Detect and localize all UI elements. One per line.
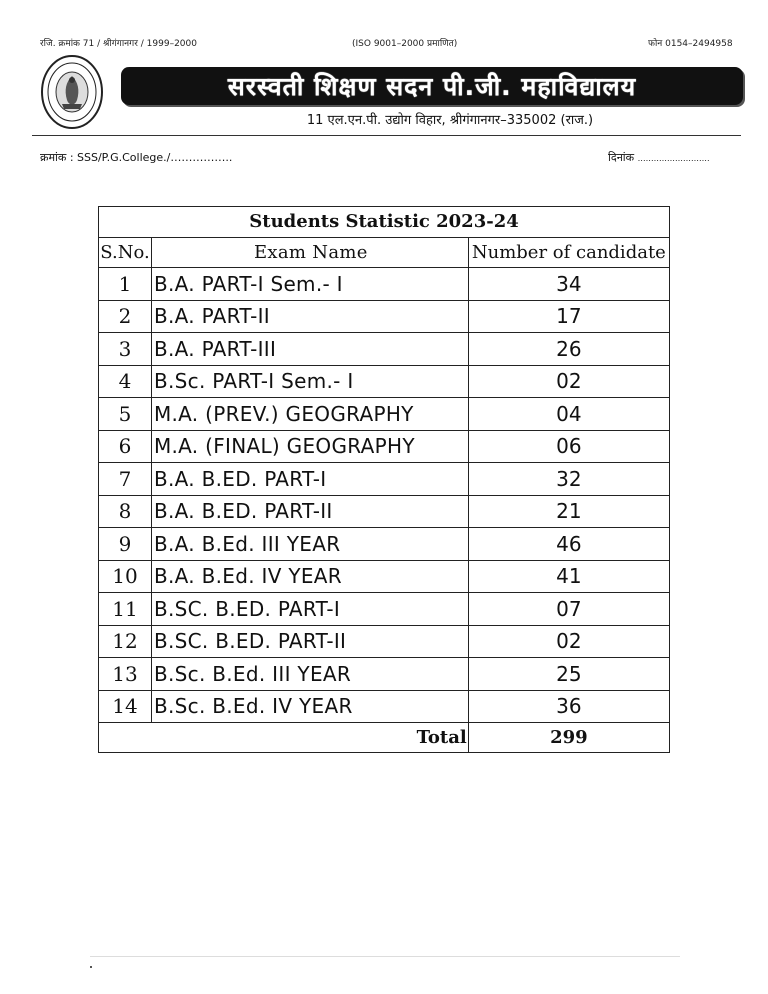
row-candidates: 02 [468, 625, 669, 658]
date-line [608, 150, 710, 165]
row-sno: 8 [99, 495, 152, 528]
row-sno: 5 [99, 398, 152, 431]
row-exam-name: B.SC. B.ED. PART-II [151, 625, 468, 658]
row-exam-name: B.A. PART-II [151, 300, 468, 333]
row-exam-name: B.Sc. PART-I Sem.- I [151, 365, 468, 398]
table-row [99, 690, 670, 723]
registration-number: रजि. क्रमांक 71 / श्रीगंगानगर / 1999–2000 [40, 39, 197, 49]
table-row [99, 658, 670, 691]
row-exam-name: B.A. B.ED. PART-I [151, 463, 468, 496]
table-row [99, 625, 670, 658]
row-sno: 12 [99, 625, 152, 658]
row-exam-name: B.SC. B.ED. PART-I [151, 593, 468, 626]
row-candidates: 46 [468, 528, 669, 561]
college-name-banner [121, 67, 743, 105]
row-sno: 1 [99, 268, 152, 301]
college-address: 11 एल.एन.पी. उद्योग विहार, श्रीगंगानगर–335002 (राज.) [306, 113, 594, 128]
table-row [99, 495, 670, 528]
reference-label: क्रमांक : [40, 151, 74, 164]
row-candidates: 17 [468, 300, 669, 333]
row-sno: 11 [99, 593, 152, 626]
iso-certification: (ISO 9001–2000 प्रमाणित) [352, 39, 458, 49]
row-sno: 13 [99, 658, 152, 691]
total-value: 299 [468, 723, 669, 753]
row-candidates: 32 [468, 463, 669, 496]
row-sno: 2 [99, 300, 152, 333]
row-exam-name: B.A. PART-I Sem.- I [151, 268, 468, 301]
college-name: सरस्वती शिक्षण सदन पी.जी. महाविद्यालय [227, 72, 637, 101]
row-exam-name: B.A. B.Ed. IV YEAR [151, 560, 468, 593]
header-exam-name: Exam Name [151, 238, 468, 268]
row-candidates: 34 [468, 268, 669, 301]
table-row [99, 268, 670, 301]
table-header-row [99, 238, 670, 268]
row-sno: 10 [99, 560, 152, 593]
row-candidates: 07 [468, 593, 669, 626]
header-sno: S.No. [99, 238, 152, 268]
row-sno: 4 [99, 365, 152, 398]
reference-line [40, 150, 232, 165]
table-total-row [99, 723, 670, 753]
header-candidates: Number of candidate [468, 238, 669, 268]
row-candidates: 02 [468, 365, 669, 398]
table-row [99, 430, 670, 463]
row-sno: 7 [99, 463, 152, 496]
row-candidates: 26 [468, 333, 669, 366]
row-candidates: 25 [468, 658, 669, 691]
row-candidates: 21 [468, 495, 669, 528]
row-sno: 6 [99, 430, 152, 463]
date-label: दिनांक [608, 151, 635, 164]
phone-number: फोन 0154–2494958 [648, 39, 733, 49]
header-divider [32, 135, 741, 136]
row-exam-name: B.A. PART-III [151, 333, 468, 366]
table-row [99, 398, 670, 431]
table-row [99, 333, 670, 366]
row-sno: 3 [99, 333, 152, 366]
row-exam-name: M.A. (FINAL) GEOGRAPHY [151, 430, 468, 463]
row-exam-name: B.Sc. B.Ed. IV YEAR [151, 690, 468, 723]
row-sno: 14 [99, 690, 152, 723]
table-row [99, 463, 670, 496]
students-statistic-table [98, 206, 670, 753]
table-row [99, 300, 670, 333]
row-exam-name: B.A. B.ED. PART-II [151, 495, 468, 528]
table-title-row [99, 207, 670, 238]
row-candidates: 04 [468, 398, 669, 431]
footer-divider [90, 956, 680, 957]
date-value: ……………………… [637, 154, 710, 163]
row-candidates: 41 [468, 560, 669, 593]
row-sno: 9 [99, 528, 152, 561]
reference-value: SSS/P.G.College./…………….. [77, 151, 233, 164]
row-exam-name: B.Sc. B.Ed. III YEAR [151, 658, 468, 691]
total-label: Total [99, 723, 469, 753]
table-row [99, 365, 670, 398]
table-row [99, 560, 670, 593]
footer-mark [90, 966, 92, 968]
row-candidates: 36 [468, 690, 669, 723]
college-seal-icon [40, 54, 104, 130]
table-title: Students Statistic 2023-24 [99, 207, 670, 238]
row-candidates: 06 [468, 430, 669, 463]
row-exam-name: M.A. (PREV.) GEOGRAPHY [151, 398, 468, 431]
table-row [99, 528, 670, 561]
table-body [99, 268, 670, 723]
row-exam-name: B.A. B.Ed. III YEAR [151, 528, 468, 561]
table-row [99, 593, 670, 626]
